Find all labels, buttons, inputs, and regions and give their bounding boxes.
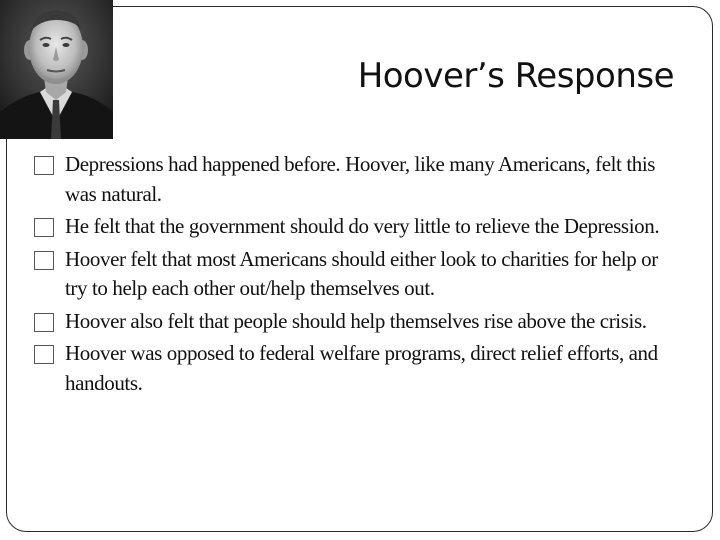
bullet-item <box>34 339 674 398</box>
slide-title: Hoover’s Response <box>357 56 674 96</box>
bullet-text: He felt that the government should do very little to relieve the Depression. <box>65 214 660 238</box>
bullet-box-icon <box>34 313 54 332</box>
bullet-item <box>34 307 674 337</box>
bullet-box-icon <box>34 218 54 237</box>
bullet-list <box>34 150 674 401</box>
bullet-item <box>34 245 674 304</box>
bullet-text: Hoover was opposed to federal welfare programs, direct relief efforts, and handouts. <box>65 341 658 395</box>
bullet-text: Hoover also felt that people should help themselves rise above the crisis. <box>65 308 647 333</box>
bullet-text: Hoover felt that most Americans should either look to charities for help or try to help each other out/help themselves out. <box>65 246 658 300</box>
bullet-text: Depressions had happened before. Hoover, like many Americans, felt this was natural. <box>65 152 656 206</box>
bullet-item <box>34 212 674 242</box>
bullet-box-icon <box>34 156 54 175</box>
bullet-box-icon <box>34 251 54 270</box>
bullet-item <box>34 150 674 209</box>
bullet-box-icon <box>34 345 54 364</box>
portrait-photo <box>0 0 113 139</box>
